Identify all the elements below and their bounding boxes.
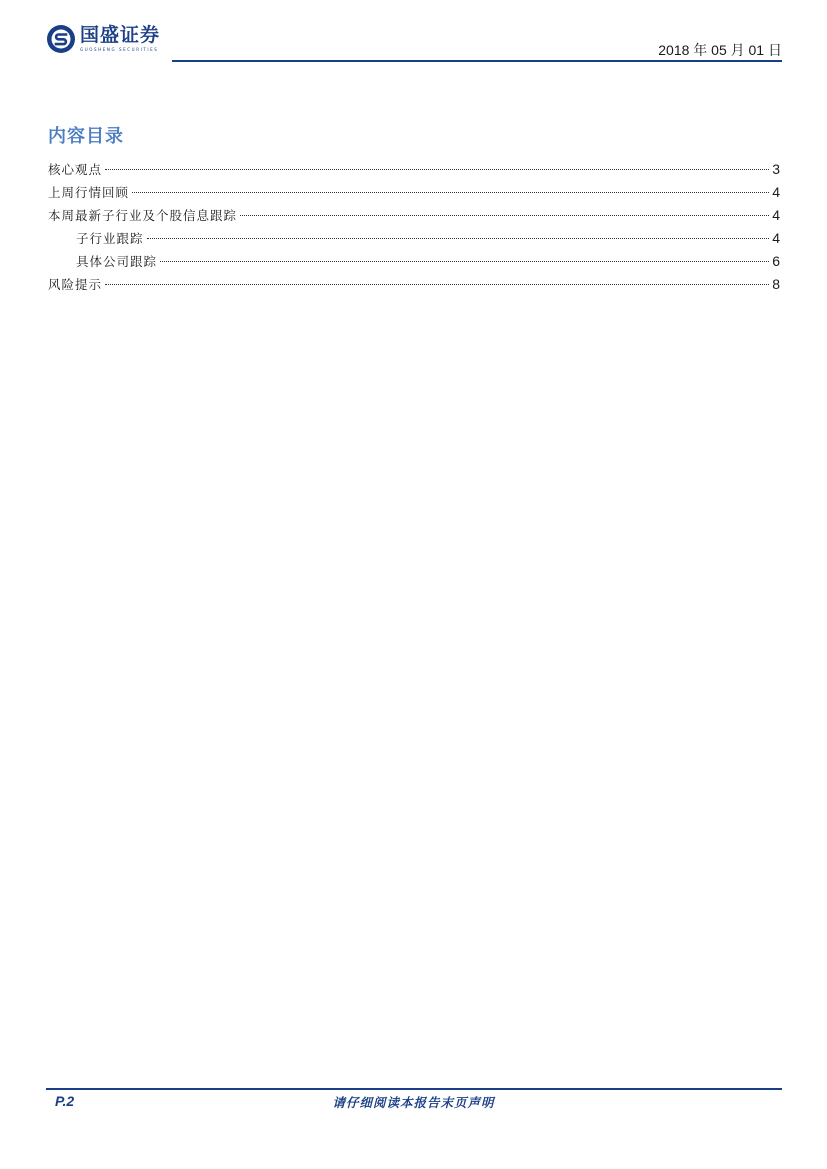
toc-dot-leader (240, 215, 769, 216)
toc-entry-label: 风险提示 (48, 277, 103, 292)
toc-entry-weekly-tracking[interactable] (48, 204, 780, 227)
toc-dot-leader (105, 284, 769, 285)
header-divider (172, 60, 782, 62)
toc-entry-label: 子行业跟踪 (76, 231, 144, 246)
toc-entry-market-review[interactable] (48, 181, 780, 204)
toc-entry-page: 8 (772, 276, 780, 292)
page-number: P.2 (55, 1093, 75, 1109)
report-date: 2018 年 05 月 01 日 (658, 42, 782, 58)
toc-entry-page: 6 (772, 253, 780, 269)
toc-entry-company-tracking[interactable] (48, 250, 780, 273)
table-of-contents (48, 158, 780, 296)
toc-entry-page: 4 (772, 230, 780, 246)
company-logo (46, 24, 160, 60)
toc-title: 内容目录 (48, 126, 124, 147)
page-header (0, 0, 827, 70)
toc-entry-risk-warning[interactable] (48, 273, 780, 296)
company-name: 国盛证券 (80, 24, 161, 46)
toc-entry-page: 4 (772, 184, 780, 200)
footer-divider (46, 1088, 782, 1090)
toc-entry-label: 核心观点 (48, 162, 103, 177)
toc-entry-page: 4 (772, 207, 780, 223)
toc-entry-subsector-tracking[interactable] (48, 227, 780, 250)
toc-entry-core-views[interactable] (48, 158, 780, 181)
toc-entry-label: 具体公司跟踪 (76, 254, 158, 269)
toc-dot-leader (160, 261, 769, 262)
toc-dot-leader (105, 169, 769, 170)
toc-entry-label: 本周最新子行业及个股信息跟踪 (48, 208, 238, 223)
toc-dot-leader (147, 238, 769, 239)
toc-dot-leader (132, 192, 769, 193)
toc-entry-label: 上周行情回顾 (48, 185, 130, 200)
toc-entry-page: 3 (772, 161, 780, 177)
company-logo-icon (46, 24, 76, 54)
company-name-english: GUOSHENG SECURITIES (80, 47, 159, 52)
footer-disclaimer: 请仔细阅读本报告末页声明 (332, 1095, 495, 1110)
